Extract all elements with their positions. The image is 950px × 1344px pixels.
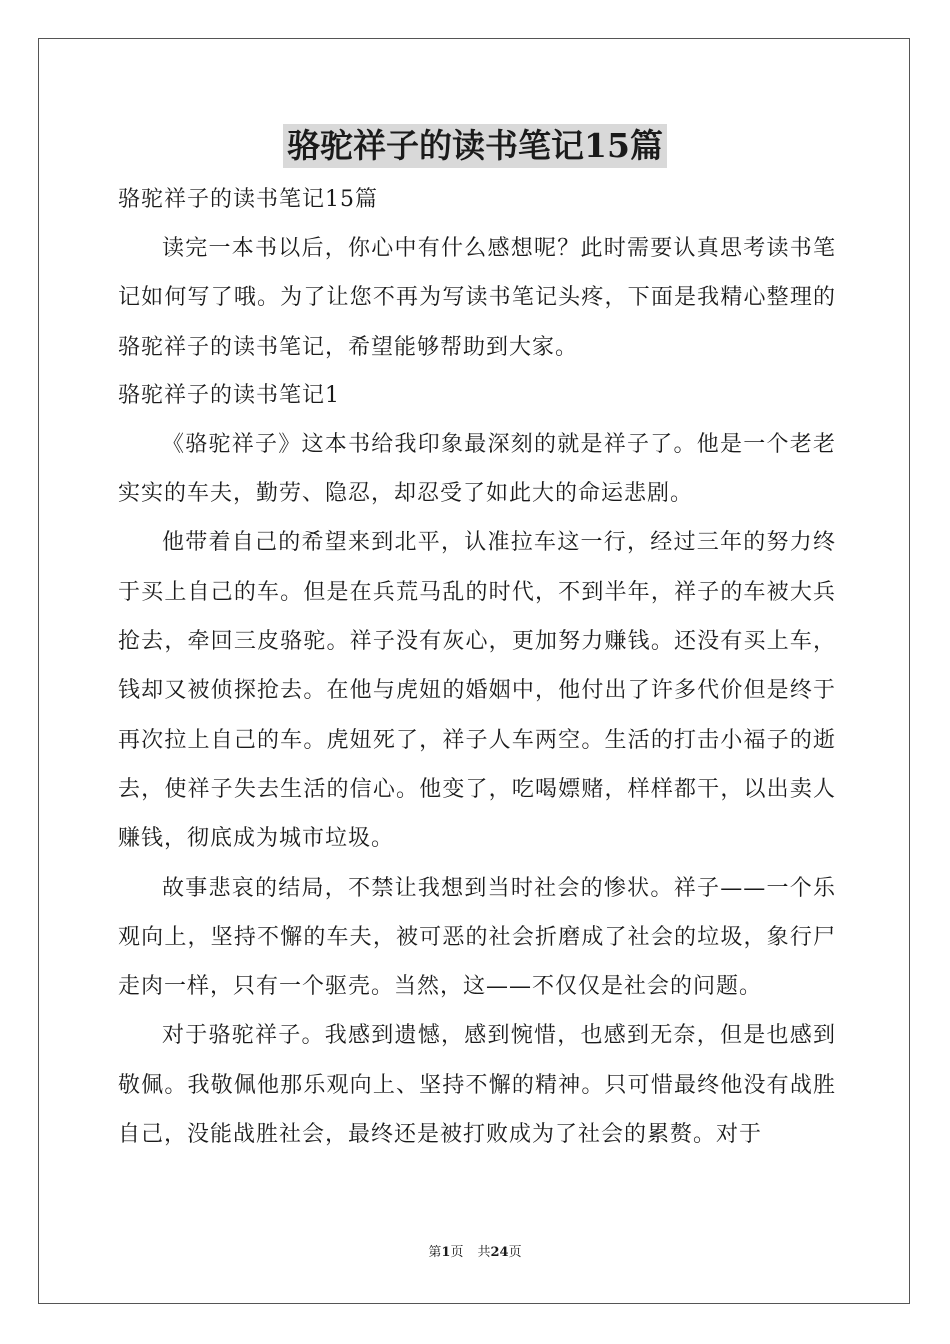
body-paragraph-3: 故事悲哀的结局，不禁让我想到当时社会的惨状。祥子——一个乐观向上，坚持不懈的车夫，被可恶的社会折磨成了社会的垃圾，象行尸走肉一样，只有一个驱壳。当然，这——不仅仅是社会的问题。 <box>118 875 836 1000</box>
section-heading: 骆驼祥子的读书笔记1 <box>118 382 340 408</box>
body-paragraph-2: 他带着自己的希望来到北平，认准拉车这一行，经过三年的努力终于买上自己的车。但是在兵荒马乱的时代，不到半年，祥子的车被大兵抢去，牵回三皮骆驼。祥子没有灰心，更加努力赚钱。还没有买上车，钱却又被侦探抢去。在他与虎妞的婚姻中，他付出了许多代价但是终于再次拉上自己的车。虎妞死了，祥子人车两空。生活的打击小福子的逝去，使祥子失去生活的信心。他变了，吃喝嫖赌，样样都干，以出卖人赚钱，彻底成为城市垃圾。 <box>118 530 836 852</box>
page-prefix: 第 <box>428 1245 442 1260</box>
body-paragraph-4: 对于骆驼祥子。我感到遗憾，感到惋惜，也感到无奈，但是也感到敬佩。我敬佩他那乐观向上、坚持不懈的精神。只可惜最终他没有战胜自己，没能战胜社会，最终还是被打败成为了社会的累赘。对于 <box>118 1023 836 1148</box>
intro-paragraph: 读完一本书以后，你心中有什么感想呢？此时需要认真思考读书笔记如何写了哦。为了让您不再为写读书笔记头疼，下面是我精心整理的骆驼祥子的读书笔记，希望能够帮助到大家。 <box>118 236 836 360</box>
body-paragraph-1: 《骆驼祥子》这本书给我印象最深刻的就是祥子了。他是一个老老实实的车夫，勤劳、隐忍，却忍受了如此大的命运悲剧。 <box>118 431 836 507</box>
page-number: 1 <box>441 1245 451 1260</box>
document-body <box>118 176 836 1159</box>
title-container <box>0 124 950 168</box>
total-suffix: 页 <box>508 1245 522 1260</box>
document-subtitle: 骆驼祥子的读书笔记15篇 <box>118 187 378 212</box>
document-title: 骆驼祥子的读书笔记15篇 <box>283 124 667 168</box>
total-pages: 24 <box>490 1245 509 1260</box>
total-prefix: 共 <box>477 1245 491 1260</box>
page-footer <box>0 1241 950 1260</box>
page-suffix: 页 <box>450 1245 464 1260</box>
